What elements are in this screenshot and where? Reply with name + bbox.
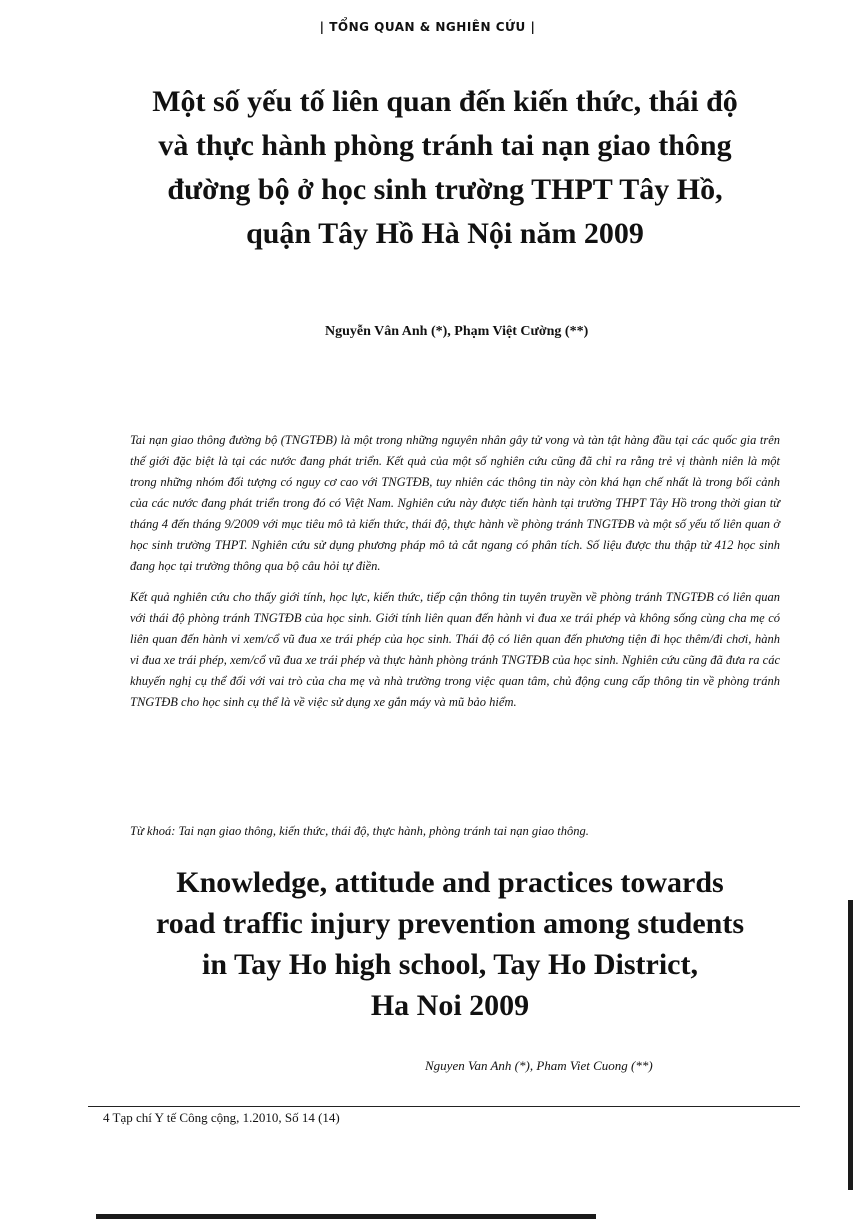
english-title [90, 862, 810, 1026]
section-tag: | TỔNG QUAN & NGHIÊN CỨU | [319, 20, 536, 34]
english-title-line: in Tay Ho high school, Tay Ho District, [202, 948, 698, 981]
scan-edge-right [848, 900, 853, 1190]
footer-divider [88, 1106, 800, 1107]
vietnamese-title-line: quận Tây Hồ Hà Nội năm 2009 [246, 217, 644, 250]
scan-edge-bottom [96, 1214, 596, 1219]
vietnamese-title-line: và thực hành phòng tránh tai nạn giao thông [158, 129, 732, 162]
abstract-paragraph: Tai nạn giao thông đường bộ (TNGTĐB) là một trong những nguyên nhân gây tử vong và tàn tật hàng đầu tại các quốc gia trên thế giới đặc biệt là tại các nước đang phát triển. Kết quả của một số nghiên cứu cũng đã chỉ ra rằng trẻ vị thành niên là một trong những nhóm đối tượng có nguy cơ cao với TNGTĐB, tuy nhiên các thông tin này còn khá hạn chế nhất là trong bối cảnh của các nước đang phát triển trong đó có Việt Nam. Nghiên cứu này được tiến hành tại trường THPT Tây Hồ trong thời gian từ tháng 4 đến tháng 9/2009 với mục tiêu mô tả kiến thức, thái độ, thực hành về phòng tránh TNGTĐB và một số yếu tố liên quan ở học sinh trường THPT. Nghiên cứu sử dụng phương pháp mô tả cắt ngang có phân tích. Số liệu được thu thập từ 412 học sinh đang học tại trường thông qua bộ câu hỏi tự điền. [130, 433, 780, 573]
vietnamese-title-line: Một số yếu tố liên quan đến kiến thức, thái độ [152, 85, 738, 118]
vietnamese-authors: Nguyễn Vân Anh (*), Phạm Việt Cường (**) [325, 324, 589, 339]
english-title-line: Ha Noi 2009 [370, 989, 530, 1022]
english-title-line: Knowledge, attitude and practices towards [176, 866, 724, 899]
vietnamese-title-line: đường bộ ở học sinh trường THPT Tây Hồ, [167, 173, 723, 206]
english-authors: Nguyen Van Anh (*), Pham Viet Cuong (**) [425, 1058, 653, 1073]
keywords: Từ khoá: Tai nạn giao thông, kiến thức, thái độ, thực hành, phòng tránh tai nạn giao thông. [130, 824, 589, 838]
vietnamese-abstract [130, 430, 780, 723]
footer-citation: 4 Tạp chí Y tế Công cộng, 1.2010, Số 14 (14) [103, 1110, 340, 1125]
vietnamese-title [95, 80, 795, 256]
abstract-paragraph: Kết quả nghiên cứu cho thấy giới tính, học lực, kiến thức, tiếp cận thông tin tuyên truyền về phòng tránh TNGTĐB có liên quan với thái độ phòng tránh TNGTĐB của học sinh. Giới tính liên quan đến hành vi đua xe trái phép và không sống cùng cha mẹ có liên quan đến hành vi xem/cổ vũ đua xe trái phép của học sinh. Thái độ có liên quan đến phương tiện đi học thêm/đi chơi, hành vi đua xe trái phép, xem/cổ vũ đua xe trái phép và thực hành phòng tránh TNGTĐB của học sinh. Nghiên cứu cũng đã đưa ra các khuyến nghị cụ thể đối với vai trò của cha mẹ và nhà trường trong việc quan tâm, chủ động cung cấp thông tin về phòng tránh TNGTĐB cho học sinh cụ thể là về việc sử dụng xe gắn máy và mũ bảo hiểm. [130, 590, 780, 709]
english-title-line: road traffic injury prevention among students [155, 907, 745, 940]
